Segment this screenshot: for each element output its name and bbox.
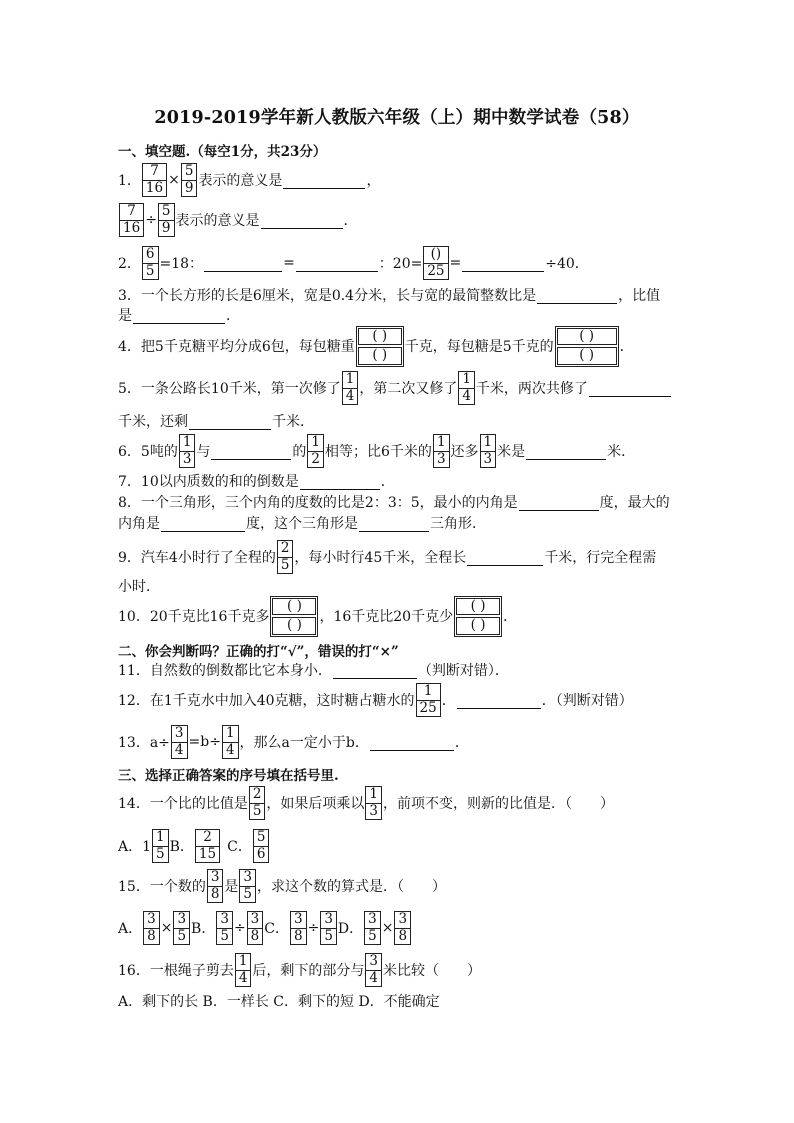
question-11: 11．自然数的倒数都比它本身小． （判断对错）．: [118, 663, 509, 679]
option-a[interactable]: A．1: [118, 839, 152, 855]
option-b[interactable]: B．: [191, 921, 216, 937]
answer-blank[interactable]: [519, 494, 599, 511]
answer-blank[interactable]: [133, 307, 225, 324]
question-2: 2． $\frac{6}{5}$ =18： = ：20= $\frac{()}{25}$ = ÷40．: [118, 246, 589, 279]
fraction: $\frac{5}{9}$: [158, 203, 175, 237]
answer-blank[interactable]: [211, 443, 291, 460]
answer-box[interactable]: $\frac{( )}{( )}$: [454, 596, 502, 637]
option-d[interactable]: D．: [337, 921, 364, 937]
fraction: $\frac{1}{2}$: [307, 434, 324, 468]
answer-blank[interactable]: [333, 662, 417, 679]
fraction: $\frac{5}{6}$: [253, 829, 270, 863]
fraction: $\frac{2}{5}$: [277, 540, 294, 574]
question-14: 14．一个比的比值是 $\frac{2}{5}$ ，如果后项乘以 $\frac{1}{3}$ ，前项不变，则新的比值是．（ ）: [118, 786, 615, 819]
question-5-cont: 千米，还剩 千米．: [118, 414, 314, 430]
answer-blank[interactable]: [161, 515, 245, 532]
answer-blank[interactable]: [359, 515, 429, 532]
fraction: $\frac{5}{9}$: [181, 163, 198, 197]
question-3-cont: 是 ．: [118, 308, 240, 324]
question-14-options: [118, 826, 270, 866]
question-1b: $\frac{7}{16}$ ÷ $\frac{5}{9}$ 表示的意义是 ．: [118, 200, 358, 240]
option-b[interactable]: B．: [169, 839, 194, 855]
section-multiple-choice: 三、选择正确答案的序号填在括号里.: [118, 768, 339, 784]
fraction: $\frac{7}{16}$: [142, 163, 167, 197]
fraction: $\frac{3}{8}$: [207, 869, 224, 903]
fraction: $\frac{2}{5}$: [249, 786, 266, 820]
answer-blank[interactable]: [296, 255, 378, 272]
fraction: $\frac{3}{5}$: [239, 869, 256, 903]
question-7: 7．10以内质数的和的倒数是 ．: [118, 474, 395, 490]
option-c[interactable]: C．: [227, 839, 252, 855]
question-16-options: [118, 990, 440, 1012]
answer-blank[interactable]: [589, 380, 671, 397]
answer-box[interactable]: $\frac{( )}{( )}$: [270, 596, 318, 637]
question-1a: 1． $\frac{7}{16}$ × $\frac{5}{9}$ 表示的意义是 ，: [118, 163, 381, 196]
question-9: 9．汽车4小时行了全程的 $\frac{2}{5}$ ，每小时行45千米，全程长 千米，行完全程需: [118, 540, 657, 573]
fraction: $\frac{1}{4}$: [235, 953, 252, 987]
fraction: $\frac{1}{3}$: [365, 786, 382, 820]
answer-blank[interactable]: [462, 255, 544, 272]
fraction: $\frac{3}{4}$: [365, 953, 382, 987]
question-15-options: A． $\frac{3}{8}$ × $\frac{3}{5}$ B． $\frac{3}{5}$ ÷ $\frac{3}{8}$ C． $\frac{3}{8}$ ÷ $\frac{3}{5}$ D． $\frac{3}{5}$ × $\frac{3}{8}$: [118, 908, 412, 948]
question-15: 15．一个数的 $\frac{3}{8}$ 是 $\frac{3}{5}$ ，求这个数的算式是．（ ）: [118, 869, 447, 902]
question-6: 6．5吨的 $\frac{1}{3}$ 与 的 $\frac{1}{2}$ 相等；比6千米的 $\frac{1}{3}$ 还多 $\frac{1}{3}$ 米是 米．: [118, 434, 636, 467]
answer-blank[interactable]: [300, 473, 380, 490]
question-12: 12．在1千克水中加入40克糖，这时糖占糖水的 $\frac{1}{25}$ ． ．（判断对错）: [118, 683, 633, 716]
question-9-cont: 小时．: [118, 579, 160, 595]
fraction: $\frac{1}{3}$: [433, 434, 450, 468]
section-true-false: 二、你会判断吗？正确的打“√”，错误的打“×”: [118, 644, 399, 660]
section-fill-blank: 一、填空题.（每空1分，共23分）: [118, 144, 327, 160]
fraction: $\frac{1}{4}$: [342, 371, 359, 405]
fraction: $\frac{2}{15}$: [195, 829, 220, 863]
answer-blank[interactable]: [467, 549, 543, 566]
question-3: 3．一个长方形的长是6厘米，宽是0.4分米，长与宽的最简整数比是 ，比值: [118, 288, 661, 304]
question-4: 4．把5千克糖平均分成6包，每包糖重 $\frac{( )}{( )}$ 千克，每包糖是5千克的 $\frac{( )}{( )}$ ．: [118, 326, 634, 366]
question-5: 5．一条公路长10千米，第一次修了 $\frac{1}{4}$ ，第二次又修了 $\frac{1}{4}$ 千米，两次共修了: [118, 368, 672, 408]
answer-blank[interactable]: [189, 413, 271, 430]
fraction: $\frac{1}{3}$: [179, 434, 196, 468]
fraction: $\frac{1}{4}$: [458, 371, 475, 405]
answer-blank[interactable]: [204, 255, 282, 272]
question-10: 10．20千克比16千克多 $\frac{( )}{( )}$ ，16千克比20千克少 $\frac{( )}{( )}$ ．: [118, 596, 517, 636]
fraction: $\frac{3}{4}$: [171, 725, 188, 759]
fraction: $\frac{1}{25}$: [416, 683, 441, 717]
fraction: $\frac{()}{25}$: [423, 246, 448, 280]
answer-blank[interactable]: [261, 212, 343, 229]
exam-title: 2019-2019学年新人教版六年级（上）期中数学试卷（58）: [154, 108, 640, 128]
question-16: 16．一根绳子剪去 $\frac{1}{4}$ 后，剩下的部分与 $\frac{3}{4}$ 米比较（ ）: [118, 953, 482, 986]
fraction: $\frac{7}{16}$: [119, 203, 144, 237]
answer-box[interactable]: $\frac{( )}{( )}$: [555, 326, 619, 367]
answer-box[interactable]: $\frac{( )}{( )}$: [356, 326, 404, 367]
answer-blank[interactable]: [526, 443, 606, 460]
question-8: 8．一个三角形，三个内角的度数的比是2：3：5，最小的内角是 度，最大的: [118, 495, 670, 511]
option-c[interactable]: C．: [264, 921, 289, 937]
fraction: $\frac{1}{4}$: [222, 725, 239, 759]
fraction: $\frac{1}{5}$: [152, 829, 169, 863]
answer-blank[interactable]: [283, 172, 365, 189]
question-8-cont: 内角是 度，这个三角形是 三角形．: [118, 516, 486, 532]
answer-blank[interactable]: [537, 287, 617, 304]
answer-blank[interactable]: [457, 692, 541, 709]
question-13: 13．a÷ $\frac{3}{4}$ =b÷ $\frac{1}{4}$ ，那么a一定小于b． ．: [118, 725, 469, 758]
answer-blank[interactable]: [370, 734, 454, 751]
fraction: $\frac{6}{5}$: [142, 246, 159, 280]
fraction: $\frac{1}{3}$: [480, 434, 497, 468]
options-text[interactable]: A．剩下的长 B．一样长 C．剩下的短 D．不能确定: [118, 994, 440, 1010]
option-a[interactable]: A．: [118, 921, 143, 937]
